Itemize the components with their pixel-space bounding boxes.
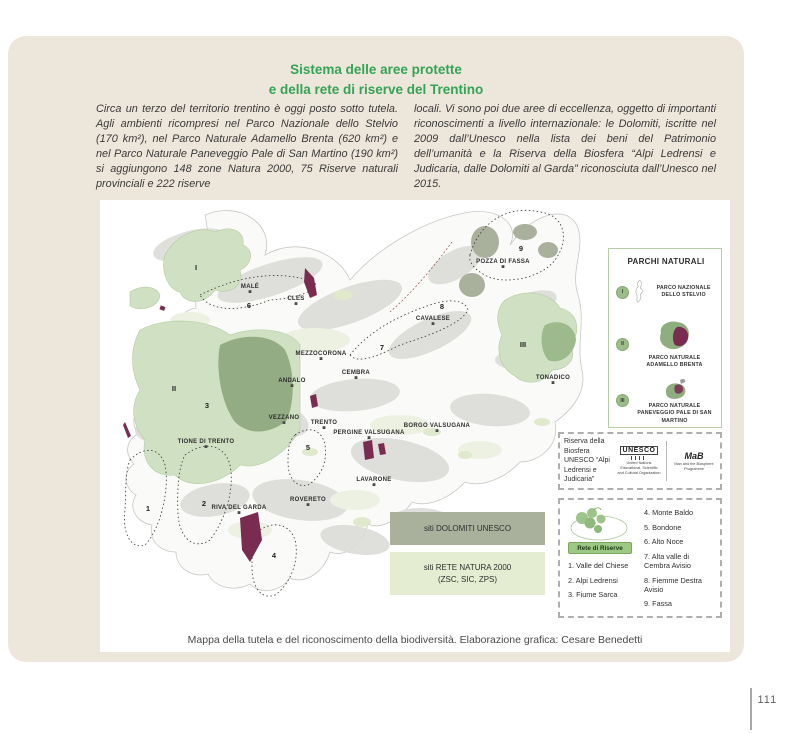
rete-list-item: 8. Fiemme Destra Avisio xyxy=(644,575,702,594)
page-number: 111 xyxy=(757,694,778,706)
body-text-left: Circa un terzo del territorio trentino è oggi posto sotto tutela. Agli ambienti ricompresi nel Parco Nazionale dello Stelvio (170 km²), nel Parco Naturale Adamello Brenta (620 km²) e nel Parco Naturale Paneveggio Pale di San Martino (190 km²) si aggiungono 148 zone Natura 2000, 75 Riserve naturali provinciali e 222 riserve xyxy=(96,103,398,190)
rete-list-item: 6. Alto Noce xyxy=(644,537,684,547)
mab-logo xyxy=(672,451,716,471)
map-area-number: 9 xyxy=(518,244,524,253)
map-place-marker xyxy=(291,384,294,387)
numeral-badge-2: II xyxy=(616,338,629,351)
map-place-label: VEZZANO xyxy=(268,415,300,421)
page-number-block xyxy=(750,688,777,730)
map-place-label: PERGINE VALSUGANA xyxy=(333,430,405,436)
body-text xyxy=(96,102,716,192)
numeral-badge-1: I xyxy=(616,286,629,299)
page-title xyxy=(8,60,744,101)
map-place-marker xyxy=(552,381,555,384)
map-figure xyxy=(100,200,730,652)
map-area-number: 6 xyxy=(246,301,252,310)
legend-title: PARCHI NATURALI xyxy=(627,257,705,266)
map-place-marker xyxy=(295,302,298,305)
legend-item-paneveggio xyxy=(616,377,716,425)
map-place-label: TIONE DI TRENTO xyxy=(177,439,235,445)
rete-box-right xyxy=(644,506,714,612)
rete-di-riserve-icon xyxy=(568,506,630,542)
adamello-brenta-icon xyxy=(655,319,695,353)
map-place-label: TRENTO xyxy=(310,420,338,426)
map-area-number: III xyxy=(519,340,527,349)
unesco-subtitle: United Nations Educational, Scientific and Cultural Organization xyxy=(617,461,661,475)
rete-list-right xyxy=(644,508,714,608)
rete-list-item: 3. Fiume Sarca xyxy=(568,590,618,600)
map-place-label: MEZZOCORONA xyxy=(295,351,347,357)
map-place-label: CEMBRA xyxy=(341,370,371,376)
map-place-label: LAVARONE xyxy=(356,477,392,483)
rete-list-item: 4. Monte Baldo xyxy=(644,508,694,517)
numeral-badge-3: III xyxy=(616,394,629,407)
rete-box-left xyxy=(568,506,636,612)
unesco-logo xyxy=(617,446,661,475)
rete-di-riserve-box xyxy=(558,498,722,618)
map-place-marker xyxy=(320,357,323,360)
map-area-number: 4 xyxy=(271,551,277,560)
map-place-marker xyxy=(205,445,208,448)
key-natura-label-1: siti RETE NATURA 2000 xyxy=(423,563,512,573)
rete-list-item: 7. Alta valle di Cembra Avisio xyxy=(644,551,691,570)
map-place-marker xyxy=(238,511,241,514)
paneveggio-icon xyxy=(660,377,690,401)
map-area-number: II xyxy=(171,384,177,393)
park-name: PARCO NATURALE ADAMELLO BRENTA xyxy=(646,355,703,369)
map-area-number: 5 xyxy=(305,443,311,452)
mab-wordmark: MaB xyxy=(684,450,704,461)
rete-list-item: 2. Alpi Ledrensi xyxy=(568,575,618,585)
title-line-1: Sistema delle aree protette xyxy=(290,62,462,77)
map-area-number: I xyxy=(194,263,198,272)
title-line-2: e della rete di riserve del Trentino xyxy=(268,82,484,98)
content-panel xyxy=(8,36,744,662)
rete-list-item: 1. Valle del Chiese xyxy=(568,561,629,570)
park-name: PARCO NAZIONALE DELLO STELVIO xyxy=(656,284,711,298)
map-place-marker xyxy=(355,376,358,379)
map-place-marker xyxy=(368,436,371,439)
map-place-marker xyxy=(283,421,286,424)
rete-badge: Rete di Riserve xyxy=(568,542,632,554)
map-area-number: 8 xyxy=(439,302,445,311)
rete-list-left xyxy=(568,561,636,605)
biosphere-label: Riserva della Biosfera UNESCO “Alpi Ledrensi e Judicaria” xyxy=(564,438,610,484)
map-place-marker xyxy=(249,290,252,293)
map-area-number: 1 xyxy=(145,504,151,513)
map-place-label: RIVA DEL GARDA xyxy=(211,505,267,511)
map-place-marker xyxy=(432,322,435,325)
map-place-label: CLES xyxy=(287,296,305,302)
park-name: PARCO NATURALE PANEVEGGIO PALE DI SAN MARTINO xyxy=(637,402,712,424)
map-place-label: CAVALESE xyxy=(415,316,451,322)
rete-list-item: 5. Bondone xyxy=(644,522,682,532)
key-dolomiti-label: siti DOLOMITI UNESCO xyxy=(423,523,512,533)
map-place-label: ROVERETO xyxy=(290,497,326,503)
legend-parchi-naturali xyxy=(608,248,722,428)
body-text-right: locali. Vi sono poi due aree di eccellenza, oggetto di importanti riconoscimenti a livello internazionale: le Dolomiti, iscritte nel 2009 dall’Unesco nella lista dei beni del Patrimonio dell’umanità e la Riserva della Biosfera “Alpi Ledrensi e Judicaria, dalle Dolomiti al Garda” riconosciuta dall’Unesco nel 2015. xyxy=(414,103,716,190)
map-area-number: 2 xyxy=(201,499,207,508)
legend-item-stelvio xyxy=(616,272,716,312)
map-place-label: POZZA DI FASSA xyxy=(476,259,530,265)
rete-list-item: 9. Fassa xyxy=(644,599,672,609)
map-place-marker xyxy=(307,503,310,506)
map-area-number: 3 xyxy=(204,401,210,410)
key-rete-natura-2000 xyxy=(390,552,545,595)
key-dolomiti-unesco xyxy=(390,512,545,545)
mab-subtitle: Man and the Biosphere Programme xyxy=(674,461,714,471)
map-place-label: BORGO VALSUGANA xyxy=(403,423,471,429)
stelvio-outline-icon xyxy=(633,272,647,312)
map-place-marker xyxy=(323,426,326,429)
map-place-label: ANDALO xyxy=(278,378,306,384)
map-place-label: MALÉ xyxy=(240,284,260,290)
logo-divider xyxy=(666,441,667,481)
biosphere-reserve-box xyxy=(558,432,722,490)
map-place-marker xyxy=(373,483,376,486)
map-caption: Mappa della tutela e del riconoscimento della biodiversità. Elaborazione grafica: Cesare Benedetti xyxy=(187,634,643,646)
page-number-rule xyxy=(750,688,752,730)
map-place-label: TONADICO xyxy=(535,375,571,381)
key-natura-label-2: (ZSC, SIC, ZPS) xyxy=(437,574,498,584)
map-area-number: 7 xyxy=(379,343,385,352)
unesco-columns-glyph xyxy=(631,456,647,460)
unesco-wordmark: UNESCO xyxy=(620,446,659,455)
map-place-marker xyxy=(436,429,439,432)
legend-item-adamello xyxy=(616,319,716,370)
map-place-marker xyxy=(502,265,505,268)
